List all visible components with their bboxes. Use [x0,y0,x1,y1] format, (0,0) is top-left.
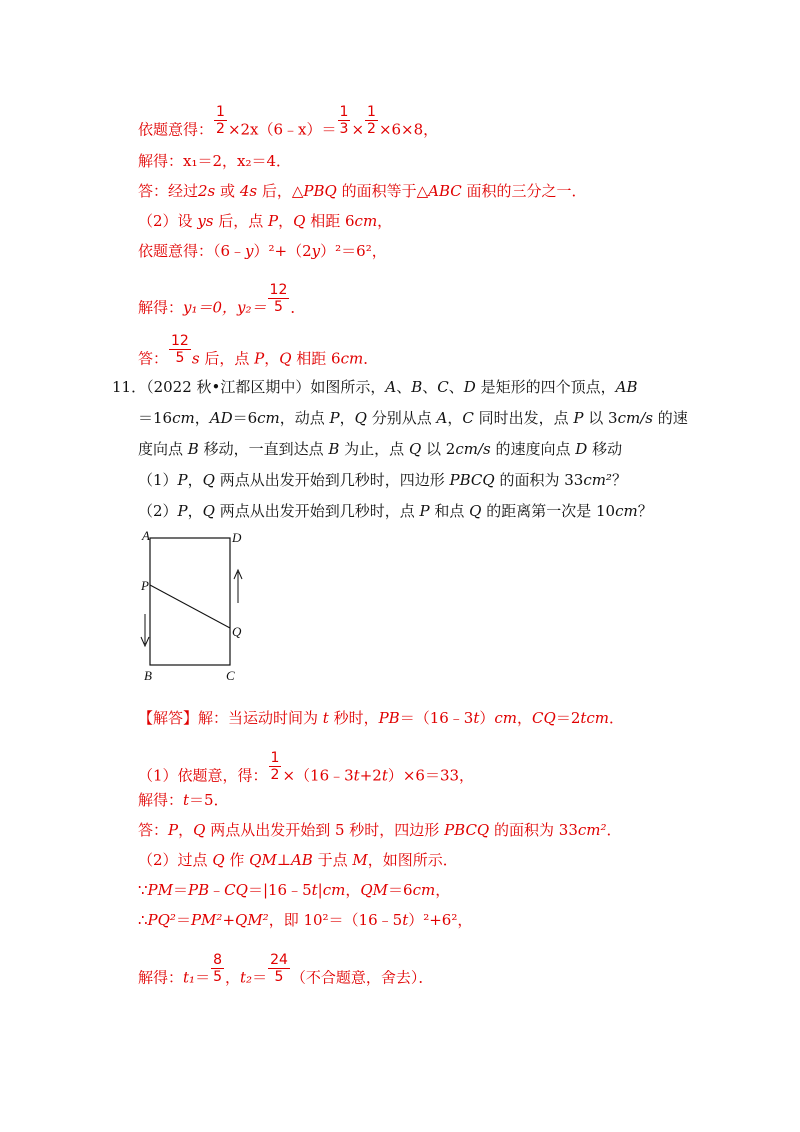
text: ， [264,349,280,368]
text: ， [435,881,451,899]
text: QM² [235,911,269,929]
text: + [222,911,236,929]
text: ×6×8， [378,120,439,139]
text: 解得： [138,298,184,317]
text: Q [354,409,367,427]
frac-den: 3 [339,121,349,137]
prev-equation-2 [138,241,387,261]
text: 后，△ [257,182,304,200]
text: 是矩形的四个顶点， [475,378,616,396]
text: M [352,851,368,869]
text: ， [194,409,210,427]
text: cm/s [617,409,653,427]
frac-num: 1 [216,104,225,120]
text: ＝6 [232,409,258,427]
text: （不合题意，舍去）． [290,968,434,987]
text: Q [193,821,206,839]
text: 的面积为 33 [489,821,578,839]
text: 、 [422,378,438,396]
text: cm² [583,471,612,489]
text: C [462,409,474,427]
text: P [419,502,430,520]
text: ，动点 [279,409,330,427]
text: （1） [138,471,178,489]
prev-equation [138,104,439,147]
text: ）×6＝33， [387,766,475,785]
text: B [411,378,423,396]
text: 移动 [587,440,623,458]
text: 两点从出发开始到几秒时，点 [214,502,420,520]
q11-line-3 [138,439,622,459]
text: ＝ [252,968,268,987]
text: QM [360,881,389,899]
text: 的面积等于△ [336,182,429,200]
rectangle-abcd [150,538,230,665]
text: （2） [138,502,178,520]
text: ，如图所示． [367,851,458,869]
text: ， [345,881,361,899]
text: AB [615,378,638,396]
text: （1）依题意，得： [138,766,268,785]
text: PBCQ [444,821,490,839]
fraction [211,952,224,985]
text: ， [339,409,355,427]
text: ， [225,968,241,987]
text: 2s [198,182,216,200]
text: 、 [396,378,412,396]
text: y [311,242,321,260]
sol-part-2-construct [138,850,458,870]
text: +2 [359,766,382,785]
frac-num: 12 [269,282,288,298]
text: P [254,349,265,368]
frac-num: 1 [270,750,280,766]
figure-svg [140,528,250,688]
text: 面积的三分之一． [461,182,587,200]
text: 以 3 [583,409,618,427]
fraction [365,104,378,137]
text: × [351,120,365,139]
frac-num: 12 [171,333,189,349]
text: ， [517,709,533,727]
text: 以 2 [421,440,456,458]
text: cm [340,349,364,368]
text: ）²+（2 [253,242,312,260]
text: ， [377,212,393,230]
text: 作 [224,851,250,869]
text: ， [278,212,294,230]
q11-part-1 [138,470,627,490]
text: AB [290,851,313,869]
q11-part-2 [138,501,653,521]
text: D [463,378,476,396]
text: 的距离第一次是 10 [481,502,616,520]
text: cm [615,502,638,520]
text: cm² [577,821,607,839]
text: PB [188,881,210,899]
text: A [436,409,448,427]
text: ， [187,502,203,520]
text: ＝ [173,881,189,899]
text: Q [212,851,225,869]
text: t [473,709,480,727]
fraction [268,282,290,315]
text: ？ [637,502,653,520]
text: 相距 6 [291,349,341,368]
frac-den: 5 [213,969,222,985]
text: 的速 [652,409,688,427]
text: Q [279,349,292,368]
frac-num: 24 [270,952,288,968]
text: A [385,378,397,396]
text: （2）设 [138,212,198,230]
text: s [191,349,200,368]
label-b: B [144,668,152,683]
prev-solution-1: 解得：x₁＝2，x₂＝4． [138,152,292,170]
text: ． [290,298,306,317]
sol-intro [138,708,624,728]
text: 依题意得： [138,120,214,139]
text: Q [293,212,306,230]
text: y [245,242,254,260]
text: ＝ [195,968,211,987]
text: 的面积为 33 [494,471,584,489]
text: ＝ [175,911,191,929]
text: 答： [138,349,169,368]
text: ＝5． [189,791,229,809]
text: cm [257,409,280,427]
text: y₁＝0，y₂＝ [183,298,267,317]
text: P [168,821,179,839]
sol-part-1-answer [138,820,622,840]
text: 或 [215,182,240,200]
text: D [575,440,588,458]
text: ⊥ [276,851,291,869]
text: 解得： [138,791,184,809]
text: cm [494,709,518,727]
prev-answer-1 [138,181,587,201]
text: cm [322,881,346,899]
frac-num: 1 [339,104,349,120]
frac-den: 2 [270,767,280,783]
segment-pq [150,585,230,628]
text: 和点 [429,502,470,520]
text: 后，点 [213,212,269,230]
frac-den: 5 [274,969,284,985]
text: t [402,911,409,929]
text: ×2x（6﹣x）＝ [227,120,337,139]
prev-answer-2 [138,333,379,376]
text: P [177,471,188,489]
text: PBCQ [449,471,495,489]
frac-den: 5 [175,350,185,366]
text: ？ [611,471,627,489]
text: ）²+6²， [408,911,473,929]
text: 11．（2022 秋•江都区期中）如图所示， [112,378,386,396]
text: ×（16﹣3 [282,766,354,785]
label-d: D [232,530,242,545]
text: ． [609,709,625,727]
text: cm [412,881,436,899]
text: CQ [532,709,556,727]
text: 、 [448,378,464,396]
prev-part-2 [138,211,392,231]
text: （2）过点 [138,851,213,869]
text: P [329,409,340,427]
text: t [311,881,318,899]
text: ＝|16﹣5 [247,881,312,899]
text: PB [378,709,400,727]
text: 两点从出发开始到几秒时，四边形 [214,471,450,489]
text: Q [202,502,215,520]
text: PBQ [303,182,337,200]
text: ＝2 [555,709,581,727]
text: ＝（16﹣3 [399,709,474,727]
text: CQ [224,881,248,899]
text: 答：经过 [138,182,199,200]
sol-part-2-result [138,952,434,995]
text: t [322,709,329,727]
q11-line-1 [112,377,637,397]
frac-num: 8 [213,952,222,968]
text: Q [408,440,422,458]
text: cm [172,409,195,427]
text: 分别从点 [366,409,437,427]
text: 的速度向点 [490,440,576,458]
text: PQ² [147,911,176,929]
text: 为止，点 [339,440,409,458]
text: ＝16 [138,409,173,427]
fraction [268,952,290,985]
text: 解得： [138,968,184,987]
text: 依题意得：（6﹣ [138,242,246,260]
text: ． [606,821,622,839]
frac-den: 5 [274,299,283,315]
text: cm [354,212,378,230]
text: ． [363,349,379,368]
text: t₁ [183,968,196,987]
text: P [268,212,279,230]
text: 相距 6 [305,212,355,230]
text: B [187,440,199,458]
q11-line-2 [138,408,688,428]
text: ﹣ [209,881,225,899]
text: cm/s [455,440,491,458]
text: 4s [239,182,258,200]
text: 秒时， [328,709,379,727]
text: t₂ [240,968,253,987]
sol-part-2-because [138,880,450,900]
fraction [269,750,282,783]
text: 移动，一直到达点 [198,440,329,458]
fraction [338,104,351,137]
text: PM² [190,911,223,929]
text: | [317,881,323,899]
text: ABC [428,182,462,200]
text: ， [187,471,203,489]
text: 于点 [312,851,353,869]
sol-part-1-result [138,790,229,810]
label-q: Q [232,624,242,639]
text: t [183,791,190,809]
text: 度向点 [138,440,188,458]
text: ， [178,821,194,839]
text: QM [249,851,277,869]
fraction [169,333,191,366]
frac-num: 1 [367,104,376,120]
fraction [214,104,227,137]
text: AD [209,409,233,427]
label-p: P [141,578,149,593]
text: ）²＝6²， [320,242,387,260]
text: PM [147,881,173,899]
text: Q [469,502,482,520]
text: 【解答】解：当运动时间为 [138,709,323,727]
sol-part-1-equation [138,750,475,793]
text: P [177,502,188,520]
text: t [353,766,360,785]
frac-den: 2 [216,121,225,137]
text: ys [197,212,214,230]
prev-solution-2 [138,282,306,325]
text: ∵ [138,881,148,899]
text: tcm [580,709,610,727]
text: ∴ [138,911,148,929]
text: 两点从出发开始到 5 秒时，四边形 [205,821,445,839]
rectangle-figure [140,528,250,688]
text: ，即 10²＝（16﹣5 [268,911,403,929]
text: ， [447,409,463,427]
text: B [328,440,340,458]
text: 后，点 [199,349,255,368]
text: C [437,378,449,396]
frac-den: 2 [367,121,376,137]
text: ＝6 [388,881,413,899]
text: 同时出发，点 [473,409,574,427]
sol-part-2-therefore [138,910,472,930]
text: 答： [138,821,169,839]
text: Q [202,471,215,489]
text: t [381,766,388,785]
label-a: A [142,528,150,543]
text: ） [479,709,495,727]
label-c: C [226,668,235,683]
text: P [573,409,584,427]
